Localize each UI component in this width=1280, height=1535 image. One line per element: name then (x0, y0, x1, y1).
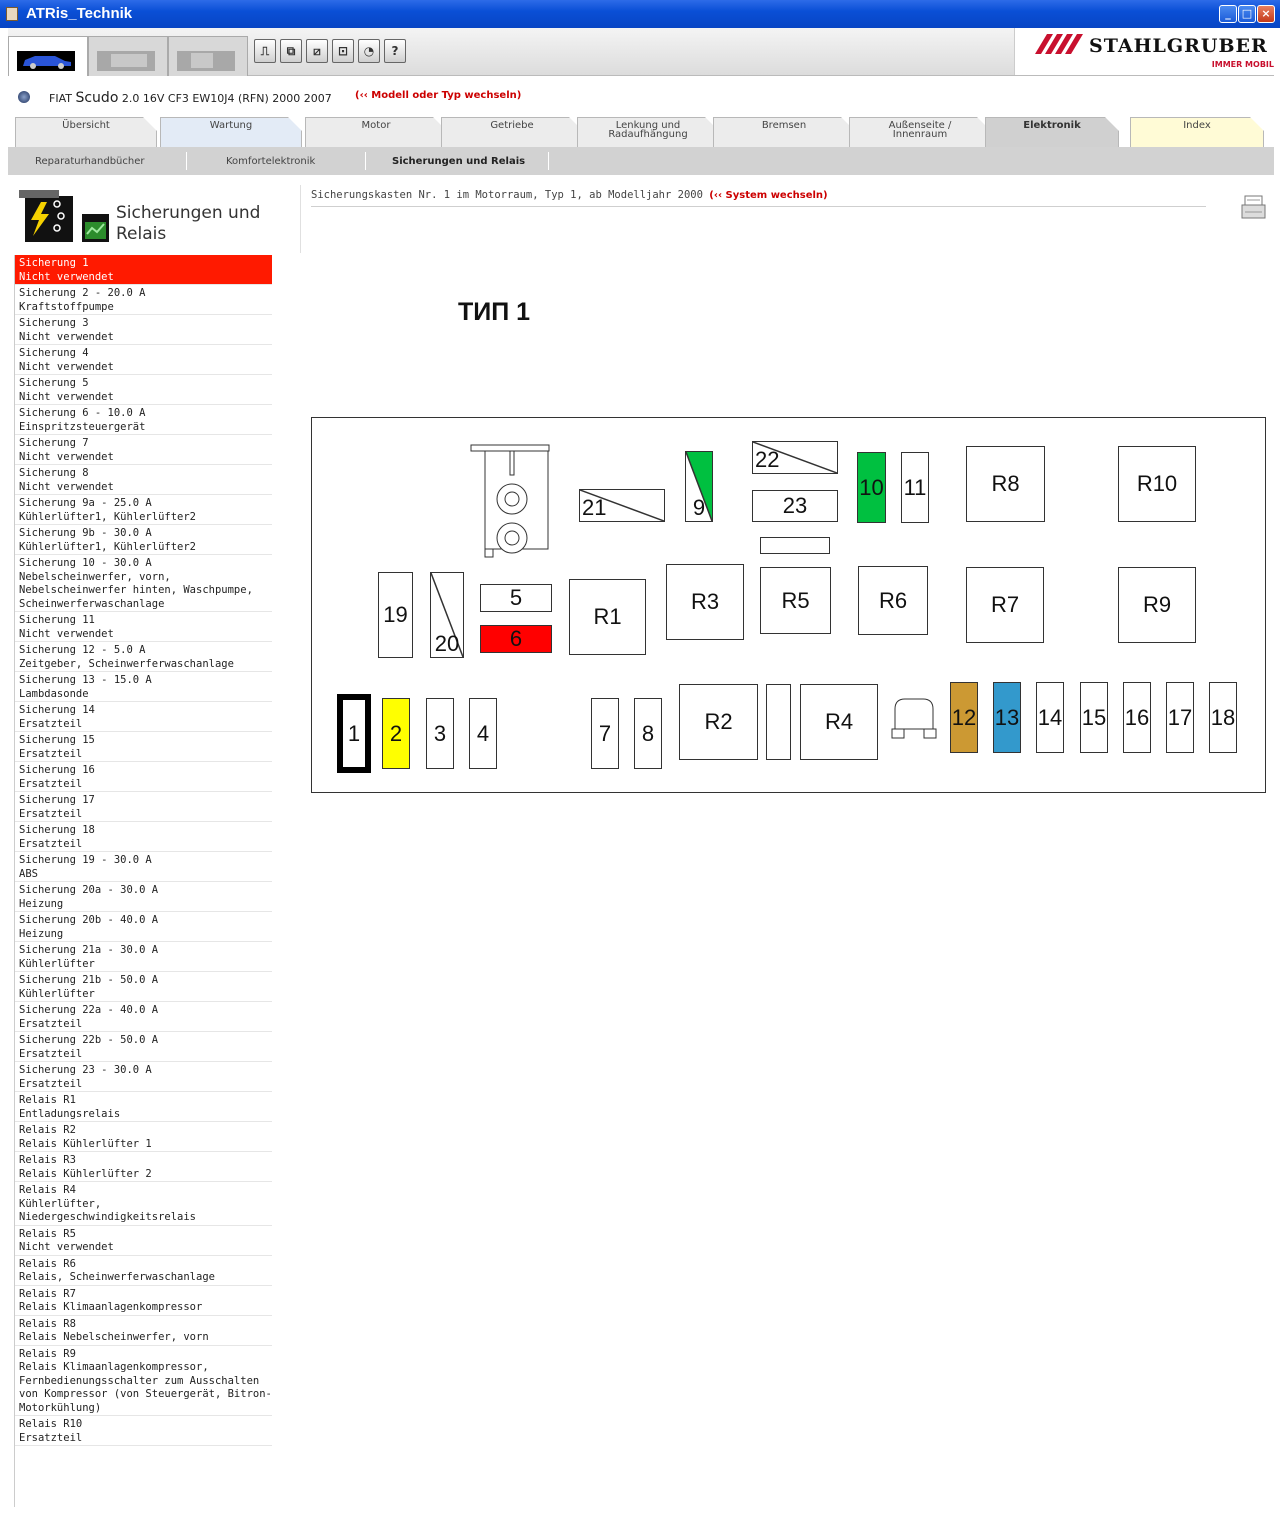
fuse-list-item[interactable]: Sicherung 20b - 40.0 A Heizung (15, 912, 272, 942)
fuse-list-item[interactable]: Relais R5 Nicht verwendet (15, 1226, 272, 1256)
relay-R5[interactable]: R5 (760, 567, 831, 634)
fuse-list-item[interactable]: Sicherung 5 Nicht verwendet (15, 375, 272, 405)
fuse-list-item[interactable]: Sicherung 1 Nicht verwendet (15, 255, 272, 285)
subtab-divider (548, 152, 549, 170)
change-system-link[interactable]: (‹‹ System wechseln) (709, 190, 828, 201)
fuse-list-item[interactable]: Sicherung 22a - 40.0 A Ersatzteil (15, 1002, 272, 1032)
brand-slogan: IMMER MOBIL (1211, 60, 1274, 69)
fuse-6[interactable]: 6 (480, 625, 552, 653)
fuse-19[interactable]: 19 (378, 572, 413, 658)
app-icon (6, 7, 18, 21)
fuse-spare-slot (766, 684, 791, 760)
fuse-10[interactable]: 10 (857, 452, 886, 523)
vehicle-type-car-tab[interactable] (8, 36, 88, 76)
maximize-button[interactable]: □ (1238, 5, 1256, 23)
fuse-18[interactable]: 18 (1209, 682, 1237, 753)
close-button[interactable]: × (1257, 5, 1275, 23)
mounting-bracket (470, 444, 552, 560)
fusebox-diagram (311, 417, 1266, 793)
fuse-list-item[interactable]: Relais R8 Relais Nebelscheinwerfer, vorn (15, 1316, 272, 1346)
fuse-5[interactable]: 5 (480, 584, 552, 612)
fuse-1[interactable]: 1 (337, 694, 371, 773)
vehicle-make: FIAT (49, 92, 72, 105)
fuse-17[interactable]: 17 (1166, 682, 1194, 753)
fuse-list-item[interactable]: Relais R4 Kühlerlüfter, Niedergeschwindigkeitsrelais (15, 1182, 272, 1226)
tab-uebersicht[interactable]: Übersicht (15, 117, 157, 147)
brand-logo (1014, 28, 1274, 75)
tab-elektronik[interactable]: Elektronik (985, 117, 1119, 147)
fuse-list-item[interactable]: Sicherung 12 - 5.0 A Zeitgeber, Scheinwerferwaschanlage (15, 642, 272, 672)
fuse-16[interactable]: 16 (1123, 682, 1151, 753)
fuse-list-item[interactable]: Sicherung 8 Nicht verwendet (15, 465, 272, 495)
edit-icon[interactable]: ⧄ (306, 39, 328, 63)
fuse-list-item[interactable]: Relais R9 Relais Klimaanlagenkompressor, Fernbedienungsschalter zum Ausschalten von Kompressor (von Steuergerät, Bitron-Motorkühlung) (15, 1346, 272, 1417)
change-model-link[interactable]: (‹‹ Modell oder Typ wechseln) (355, 90, 522, 101)
tab-wartung[interactable]: Wartung (160, 117, 302, 147)
fuse-list-item[interactable]: Sicherung 23 - 30.0 A Ersatzteil (15, 1062, 272, 1092)
manual-icon[interactable]: ⎍ (254, 39, 276, 63)
fuse-list-item[interactable]: Sicherung 19 - 30.0 A ABS (15, 852, 272, 882)
fuse-2[interactable]: 2 (382, 698, 410, 769)
fuse-list (14, 255, 272, 1507)
fuse-list-item[interactable]: Sicherung 2 - 20.0 A Kraftstoffpumpe (15, 285, 272, 315)
fuse-list-item[interactable]: Sicherung 14 Ersatzteil (15, 702, 272, 732)
minimize-button[interactable]: _ (1219, 5, 1237, 23)
fuse-list-item[interactable]: Sicherung 11 Nicht verwendet (15, 612, 272, 642)
subtab-divider (186, 152, 187, 170)
fuse-list-item[interactable]: Sicherung 21b - 50.0 A Kühlerlüfter (15, 972, 272, 1002)
fuse-list-item[interactable]: Sicherung 9b - 30.0 A Kühlerlüfter1, Kühlerlüfter2 (15, 525, 272, 555)
fuse-8[interactable]: 8 (634, 698, 662, 769)
relay-icon (82, 214, 109, 242)
van-icon (97, 51, 155, 71)
vehicle-model: Scudo (75, 90, 119, 106)
fuse-list-item[interactable]: Sicherung 4 Nicht verwendet (15, 345, 272, 375)
fuse-3[interactable]: 3 (426, 698, 454, 769)
subtab-komfortelektronik[interactable]: Komfortelektronik (226, 156, 316, 167)
tab-aussenseite[interactable]: Außenseite / Innenraum (849, 117, 991, 147)
subtab-reparaturhandbuecher[interactable]: Reparaturhandbücher (35, 156, 145, 167)
main-tabs (8, 116, 1274, 147)
subtab-sicherungen[interactable]: Sicherungen und Relais (392, 156, 526, 167)
breadcrumb-text: Sicherungskasten Nr. 1 im Motorraum, Typ 1, ab Modelljahr 2000 (311, 189, 703, 201)
relay-R9[interactable]: R9 (1118, 567, 1196, 643)
truck-icon (177, 51, 235, 71)
fuse-14[interactable]: 14 (1036, 682, 1064, 753)
print-icon[interactable] (1241, 195, 1266, 220)
fuse-list-item[interactable]: Sicherung 9a - 25.0 A Kühlerlüfter1, Kühlerlüfter2 (15, 495, 272, 525)
fuse-list-item[interactable]: Sicherung 7 Nicht verwendet (15, 435, 272, 465)
fuse-11[interactable]: 11 (901, 452, 929, 523)
fuse-23[interactable]: 23 (752, 490, 838, 522)
vehicle-type-truck-tab[interactable] (168, 36, 248, 76)
globe-icon[interactable]: ◔ (358, 39, 380, 63)
fuse-21[interactable]: 21 (579, 489, 665, 522)
diagram-title: ТИП 1 (458, 298, 531, 326)
relay-R6[interactable]: R6 (858, 566, 928, 635)
fuse-12[interactable]: 12 (950, 682, 978, 753)
subtab-divider (365, 152, 366, 170)
fuse-9[interactable]: 9 (685, 451, 713, 522)
tab-lenkung[interactable]: Lenkung und Radaufhängung (577, 117, 719, 147)
tab-getriebe[interactable]: Getriebe (441, 117, 583, 147)
fuse-list-item[interactable]: Sicherung 21a - 30.0 A Kühlerlüfter (15, 942, 272, 972)
fuse-list-item[interactable]: Sicherung 15 Ersatzteil (15, 732, 272, 762)
fuse-list-item[interactable]: Relais R7 Relais Klimaanlagenkompressor (15, 1286, 272, 1316)
relay-R10[interactable]: R10 (1118, 446, 1196, 522)
fuse-list-item[interactable]: Relais R6 Relais, Scheinwerferwaschanlage (15, 1256, 272, 1286)
relay-R1[interactable]: R1 (569, 579, 646, 655)
help-icon[interactable]: ? (384, 39, 406, 63)
fuse-22[interactable]: 22 (752, 441, 838, 474)
left-panel-divider (300, 185, 301, 253)
sub-tabs (8, 147, 1274, 175)
connector-plug-icon (889, 697, 939, 739)
title-bar (0, 0, 1280, 28)
fuse-20[interactable]: 20 (430, 572, 464, 658)
fuse-list-item[interactable]: Relais R3 Relais Kühlerlüfter 2 (15, 1152, 272, 1182)
window-title: ATRis_Technik (26, 5, 133, 22)
left-panel-title: Sicherungen und Relais (116, 203, 261, 244)
relay-R7[interactable]: R7 (966, 567, 1044, 643)
relay-R2[interactable]: R2 (679, 684, 758, 760)
fuse-list-item[interactable]: Sicherung 17 Ersatzteil (15, 792, 272, 822)
fuse-list-item[interactable]: Sicherung 16 Ersatzteil (15, 762, 272, 792)
fuse-list-item[interactable]: Sicherung 6 - 10.0 A Einspritzsteuergerät (15, 405, 272, 435)
fuse-list-item[interactable]: Sicherung 20a - 30.0 A Heizung (15, 882, 272, 912)
fuse-23-spare (760, 537, 830, 554)
fuse-list-item[interactable]: Relais R10 Ersatzteil (15, 1416, 272, 1446)
fuse-4[interactable]: 4 (469, 698, 497, 769)
fiat-logo-icon (18, 91, 30, 103)
settings-icon[interactable]: ⊡ (332, 39, 354, 63)
car-icon (17, 51, 75, 71)
fuse-list-item[interactable]: Sicherung 22b - 50.0 A Ersatzteil (15, 1032, 272, 1062)
fuse-7[interactable]: 7 (591, 698, 619, 769)
breadcrumb-divider (311, 206, 1206, 207)
fuse-list-item[interactable]: Sicherung 3 Nicht verwendet (15, 315, 272, 345)
vehicle-type-van-tab[interactable] (88, 36, 168, 76)
tab-index[interactable]: Index (1130, 117, 1264, 147)
fuse-list-item[interactable]: Relais R2 Relais Kühlerlüfter 1 (15, 1122, 272, 1152)
fuse-list-item[interactable]: Sicherung 13 - 15.0 A Lambdasonde (15, 672, 272, 702)
brand-name: STAHLGRUBER (1089, 35, 1268, 57)
relay-R8[interactable]: R8 (966, 446, 1045, 522)
relay-R3[interactable]: R3 (666, 564, 744, 640)
brand-stripes-icon (1027, 34, 1085, 54)
relay-R4[interactable]: R4 (800, 684, 878, 760)
copy-icon[interactable]: ⧉ (280, 39, 302, 63)
breadcrumb (311, 189, 828, 201)
fuse-list-item[interactable]: Sicherung 10 - 30.0 A Nebelscheinwerfer, vorn, Nebelscheinwerfer hinten, Waschpumpe, Scheinwerferwaschanlage (15, 555, 272, 612)
vehicle-details: 2.0 16V CF3 EW10J4 (RFN) 2000 2007 (121, 92, 332, 105)
tab-bremsen[interactable]: Bremsen (713, 117, 855, 147)
toolbar (8, 28, 1274, 76)
fuse-list-item[interactable]: Relais R1 Entladungsrelais (15, 1092, 272, 1122)
tab-motor[interactable]: Motor (305, 117, 447, 147)
fuse-15[interactable]: 15 (1080, 682, 1108, 753)
fuses-relays-icon (17, 190, 73, 242)
fuse-13[interactable]: 13 (993, 682, 1021, 753)
fuse-list-item[interactable]: Sicherung 18 Ersatzteil (15, 822, 272, 852)
